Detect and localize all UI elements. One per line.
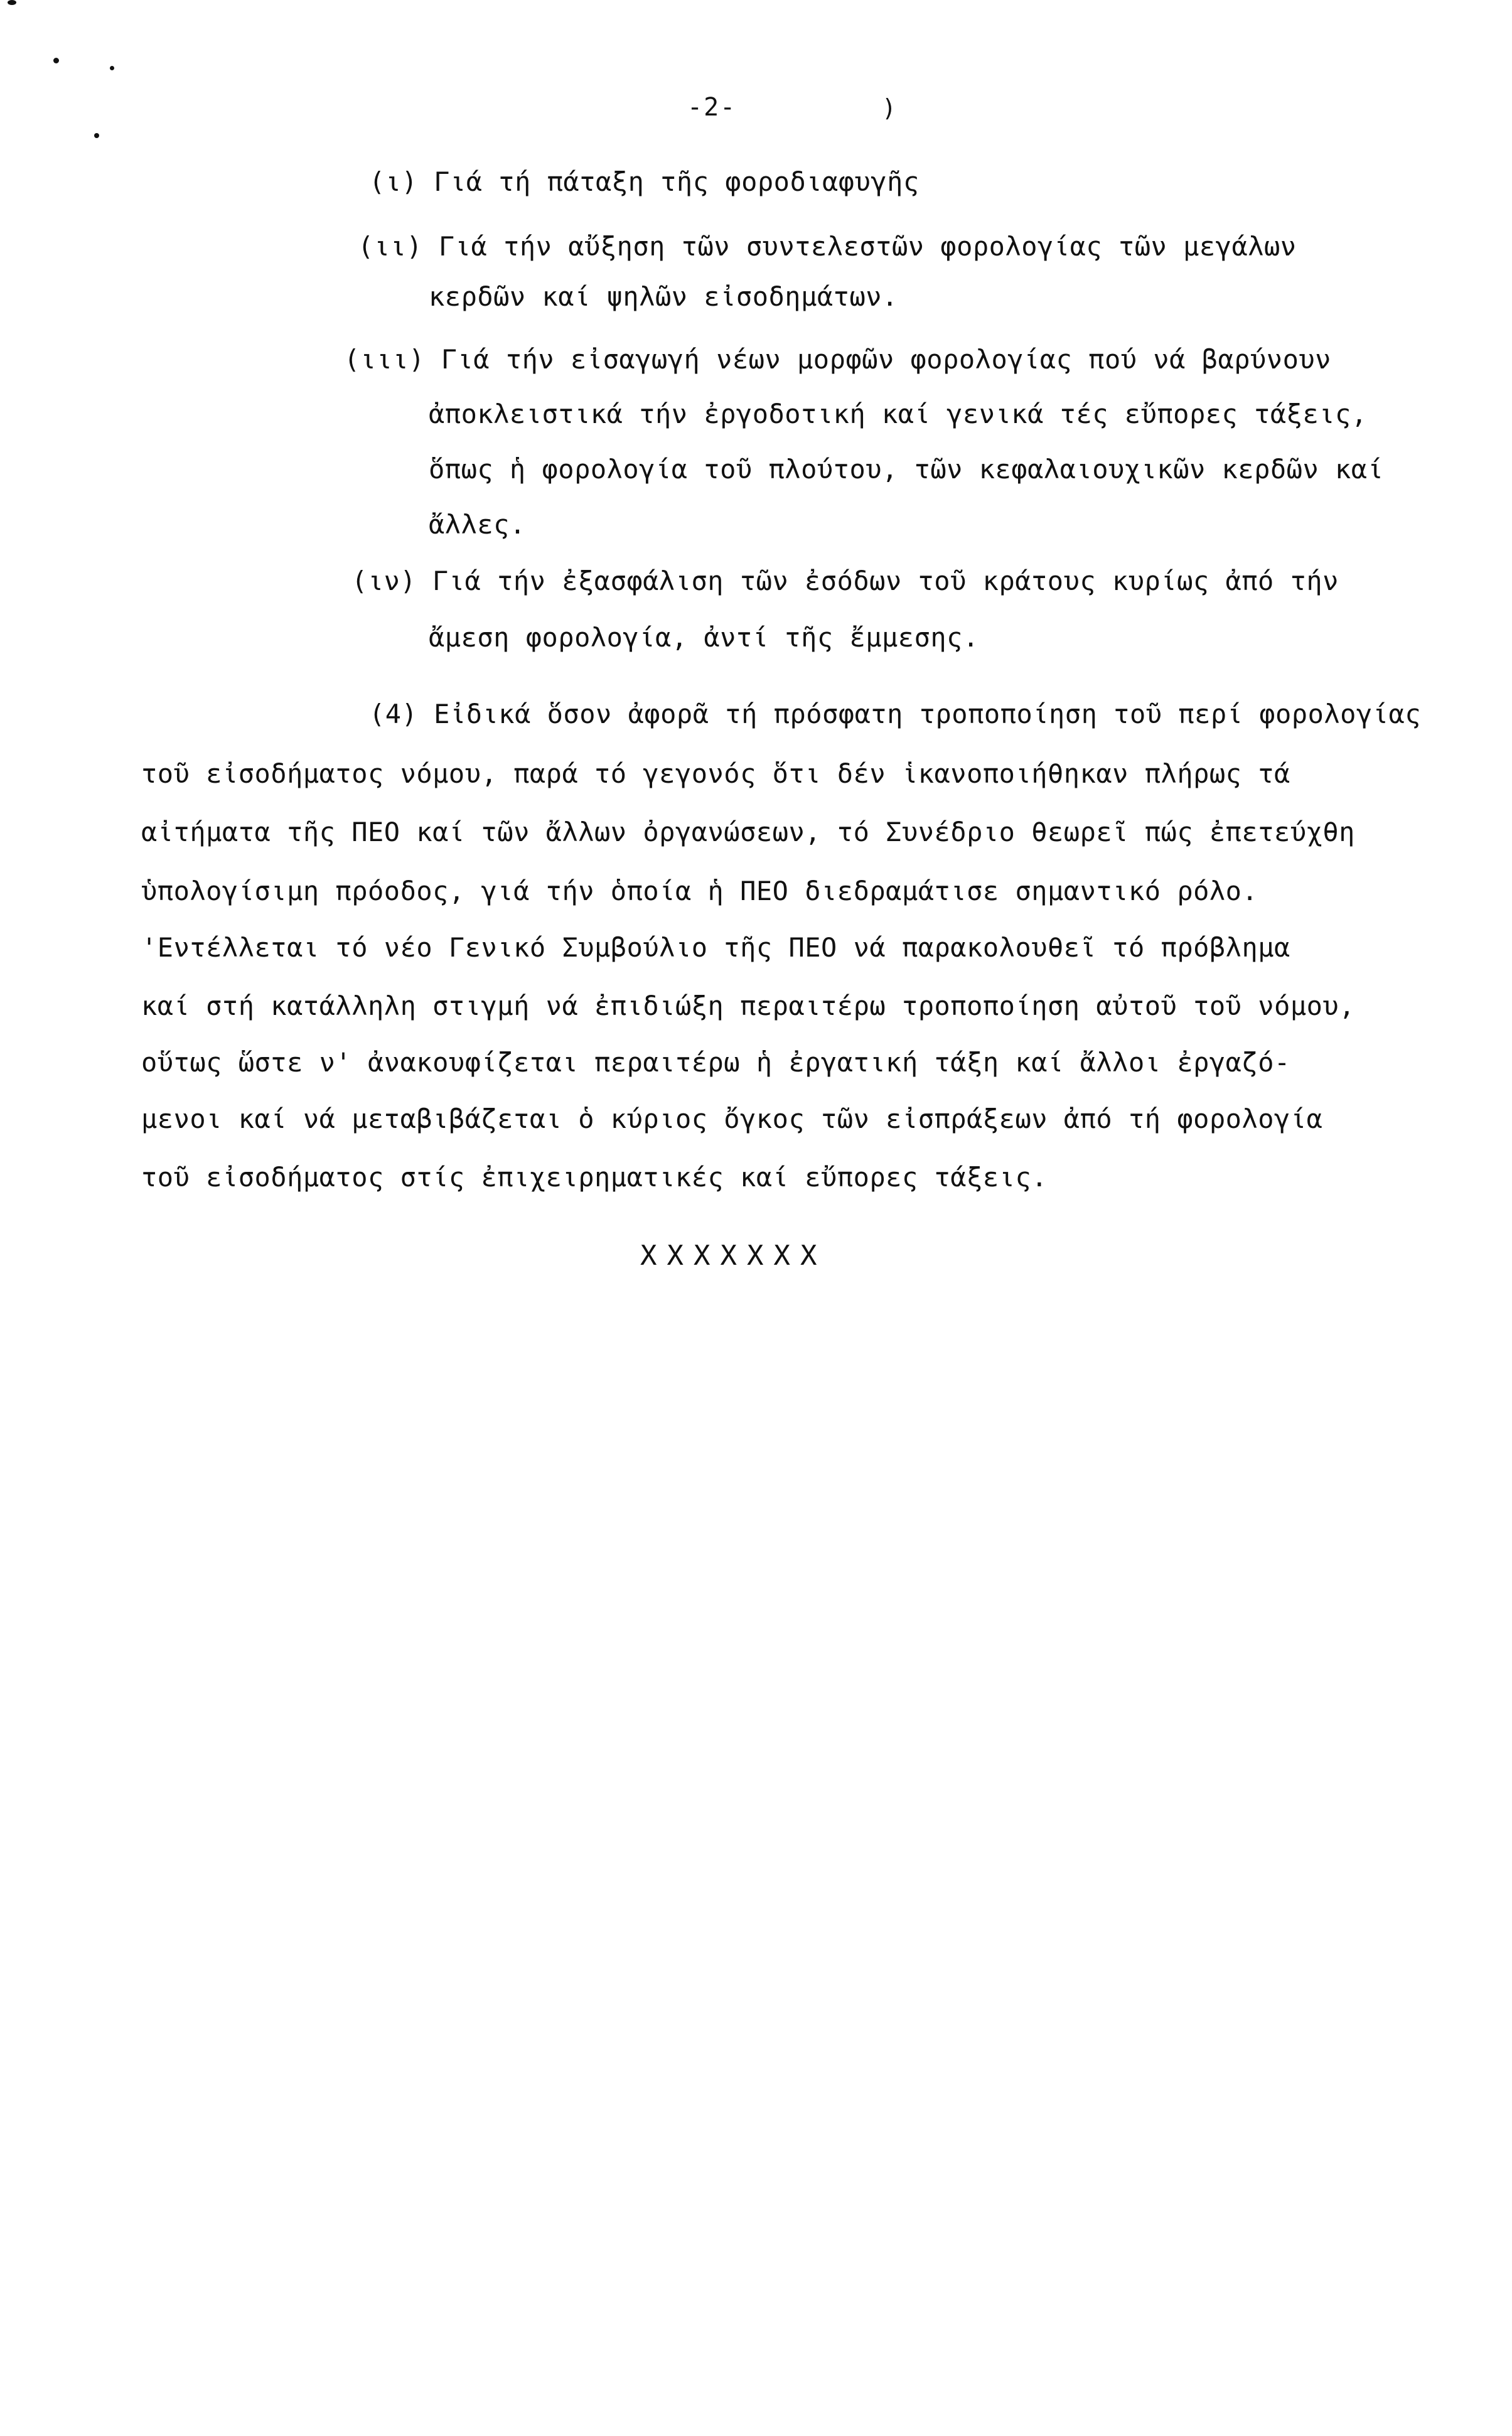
list-item-iii-cont: ὅπως ἡ φορολογία τοῦ πλούτου, τῶν κεφαλαιουχικῶν κερδῶν καί [429,454,1384,485]
list-item-ii-cont: κερδῶν καί ψηλῶν εἰσοδημάτων. [429,281,898,312]
list-item-iii-cont: ἀποκλειστικά τήν ἐργοδοτική καί γενικά τές εὔπορες τάξεις, [429,399,1368,429]
list-item-iii-cont: ἄλλες. [429,509,526,540]
page-number: -2- [687,93,737,122]
paragraph-4-line: (4) Εἰδικά ὅσον ἀφορᾶ τή πρόσφατη τροποποίηση τοῦ περί φορολογίας [369,699,1422,729]
margin-mark: ) [882,94,896,122]
scan-speck [110,66,114,70]
list-item-iv: (ιν) Γιά τήν ἐξασφάλιση τῶν ἐσόδων τοῦ κράτους κυρίως ἀπό τήν [351,566,1339,596]
scan-speck [8,0,16,5]
paragraph-4-line: αἰτήματα τῆς ΠΕΟ καί τῶν ἄλλων ὀργανώσεων, τό Συνέδριο θεωρεῖ πώς ἐπετεύχθη [141,817,1355,847]
paragraph-4-line: 'Εντέλλεται τό νέο Γενικό Συμβούλιο τῆς ΠΕΟ νά παρακολουθεῖ τό πρόβλημα [141,932,1290,963]
paragraph-4-line: μενοι καί νά μεταβιβάζεται ὁ κύριος ὄγκος τῶν εἰσπράξεων ἀπό τή φορολογία [141,1103,1323,1134]
paragraph-4-line: οὕτως ὥστε ν' ἀνακουφίζεται περαιτέρω ἡ ἐργατική τάξη καί ἄλλοι ἐργαζό- [141,1047,1290,1078]
paragraph-4-line: ὑπολογίσιμη πρόοδος, γιά τήν ὁποία ἡ ΠΕΟ διεδραμάτισε σημαντικό ρόλο. [141,876,1258,906]
list-item-iii: (ιιι) Γιά τήν εἰσαγωγή νέων μορφῶν φορολογίας πού νά βαρύνουν [344,344,1331,375]
paragraph-4-line: καί στή κατάλληλη στιγμή νά ἐπιδιώξη περαιτέρω τροποποίηση αὐτοῦ τοῦ νόμου, [141,990,1355,1021]
scan-speck [53,58,59,63]
scan-speck [94,133,99,138]
end-marker: XXXXXXX [640,1240,827,1272]
paragraph-4-line: τοῦ εἰσοδήματος στίς ἐπιχειρηματικές καί εὔπορες τάξεις. [141,1162,1048,1193]
list-item-ii: (ιι) Γιά τήν αὔξηση τῶν συντελεστῶν φορολογίας τῶν μεγάλων [358,231,1297,262]
list-item-i: (ι) Γιά τή πάταξη τῆς φοροδιαφυγῆς [369,166,920,197]
list-item-iv-cont: ἄμεση φορολογία, ἀντί τῆς ἔμμεσης. [429,622,979,653]
paragraph-4-line: τοῦ εἰσοδήματος νόμου, παρά τό γεγονός ὅτι δέν ἱκανοποιήθηκαν πλήρως τά [141,758,1290,789]
